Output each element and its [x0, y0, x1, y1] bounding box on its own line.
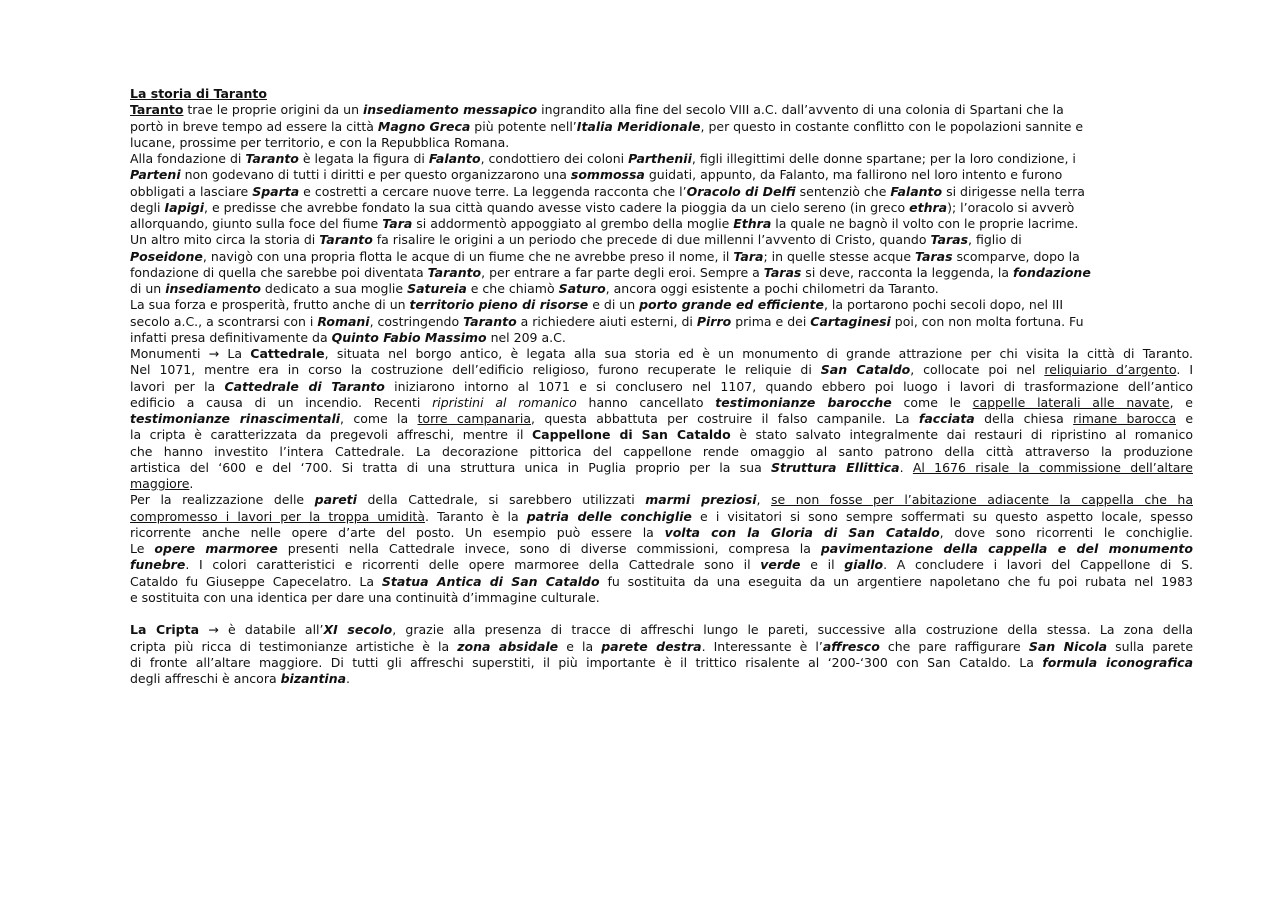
emphasized-text: bizantina: [280, 671, 347, 686]
text-run: . I colori caratteristici e ricorrenti delle opere marmoree della Cattedrale sono il: [185, 557, 761, 573]
emphasized-text: La Cripta: [130, 622, 200, 638]
text-line: [130, 509, 1193, 525]
emphasized-text: Satureia: [407, 281, 467, 296]
text-run: portò in breve tempo ad essere la città: [130, 118, 378, 134]
emphasized-text: Poseidone: [130, 248, 203, 264]
text-run: , situata nel borgo antico, è legata alla sua storia ed è un monumento di grande attrazione per chi visita la città di Taranto.: [324, 346, 1193, 361]
emphasized-text: testimonianze barocche: [715, 394, 892, 410]
text-run: della chiesa: [974, 411, 1074, 426]
text-run: , condottiero dei coloni: [480, 151, 629, 166]
text-line: [130, 460, 1193, 476]
text-run: fu sostituita da una eseguita da un argentiere napoletano che fu poi rubata nel 1983: [599, 573, 1193, 589]
text-run: edificio a causa di un incendio. Recenti: [130, 394, 433, 410]
text-run: , figli illegittimi delle donne spartane; per la loro condizione, i: [691, 151, 1076, 166]
emphasized-text: sommossa: [570, 167, 645, 183]
text-run: , e predisse che avrebbe fondato la sua città quando avesse visto cadere la pioggia da un cielo sereno (in greco: [204, 199, 910, 215]
emphasized-text: Tara: [382, 216, 413, 231]
text-line: [130, 590, 1193, 606]
text-run: sentenziò che: [795, 183, 891, 199]
emphasized-text: facciata: [918, 411, 975, 426]
text-run: che pare raffigurare: [879, 638, 1029, 654]
text-run: , ancora oggi esistente a pochi chilometri da Taranto.: [605, 281, 939, 296]
text-run: guidati, appunto, da Falanto, ma fallirono nel loro intento e furono: [644, 167, 1063, 183]
text-run: . Taranto è la: [424, 508, 527, 524]
text-line: [130, 102, 1193, 118]
text-run: degli: [130, 199, 165, 215]
text-line: [130, 200, 1193, 216]
text-run: La sua forza e prosperità, frutto anche di un: [130, 297, 410, 313]
text-run: come le: [891, 394, 973, 410]
text-run: della Cattedrale, si sarebbero utilizzati: [356, 492, 646, 508]
text-line: [130, 671, 1193, 687]
text-run: , e: [1169, 394, 1193, 410]
emphasized-text: Tara: [733, 248, 764, 264]
emphasized-text: Statua Antica di San Cataldo: [381, 573, 600, 589]
text-run: iniziarono intorno al 1071 e si conclusero nel 1107, quando ebbero poi luogo i lavori di trasformazione dell’antico: [384, 378, 1194, 394]
text-run: , la portarono pochi secoli dopo, nel III: [823, 297, 1064, 313]
text-run: e di un: [588, 297, 640, 313]
text-run: , questa abbattuta per costruire il falso campanile. La: [531, 411, 919, 426]
emphasized-text: Ethra: [733, 216, 772, 231]
emphasized-text: verde: [760, 557, 801, 573]
emphasized-text: porto grande ed efficiente: [639, 297, 824, 313]
emphasized-text: XI secolo: [323, 622, 393, 638]
emphasized-text: Oracolo di Delfi: [686, 183, 796, 199]
emphasized-text: Pirro: [696, 313, 732, 329]
text-run: ); l’oracolo si avverò: [947, 199, 1075, 215]
emphasized-text: insediamento messapico: [362, 102, 538, 118]
text-line: [130, 216, 1193, 232]
text-run: Monumenti → La: [130, 346, 251, 361]
text-run: di fronte all’altare maggiore. Di tutti gli affreschi superstiti, il più importante è il trittico risalente al ‘200-‘300 con San Cataldo. La: [130, 654, 1043, 670]
underlined-text: Al 1676 risale la commissione dell’altare: [912, 459, 1193, 475]
emphasized-text: Taras: [763, 264, 802, 280]
text-run: Nel 1071, mentre era in corso la costruzione dell’edificio religioso, furono recuperate le reliquie di: [130, 362, 821, 378]
text-run: dedicato a sua moglie: [260, 281, 408, 296]
emphasized-text: Romani: [317, 313, 370, 329]
text-run: si dirigesse nella terra: [942, 183, 1085, 199]
text-run: .: [899, 459, 913, 475]
text-run: è legata la figura di: [298, 151, 429, 166]
emphasized-text: zona absidale: [457, 638, 559, 654]
blank-line: [130, 606, 1193, 622]
text-run: → è databile all’: [199, 622, 324, 638]
text-run: fa risalire le origini a un periodo che precede di due millenni l’avvento di Cristo, quando: [372, 232, 931, 248]
text-run: si deve, racconta la leggenda, la: [801, 264, 1013, 280]
text-run: ricorrente anche nelle opere d’arte del posto. Un esempio può essere la: [130, 524, 665, 540]
emphasized-text: Saturo: [558, 281, 606, 296]
text-line: [130, 379, 1193, 395]
text-line: [130, 574, 1193, 590]
text-run: Alla fondazione di: [130, 151, 246, 166]
underlined-text: torre campanaria: [417, 411, 532, 426]
text-line: [130, 232, 1193, 248]
emphasized-text: Falanto: [428, 151, 481, 166]
emphasized-text: insediamento: [165, 281, 261, 296]
underlined-text: La storia di Taranto: [130, 86, 267, 101]
text-run: . A concludere i lavori del Cappellone di S.: [883, 557, 1193, 573]
text-line: [130, 167, 1193, 183]
text-run: secolo a.C., a scontrarsi con i: [130, 313, 318, 329]
text-run: prima e dei: [731, 313, 811, 329]
emphasized-text: Struttura Ellittica: [771, 459, 900, 475]
underlined-text: Taranto: [130, 102, 184, 118]
emphasized-text: Cartaginesi: [810, 313, 891, 329]
text-run: obbligati a lasciare: [130, 183, 253, 199]
text-run: più potente nell’: [470, 118, 577, 134]
emphasized-text: fondazione: [1012, 264, 1091, 280]
text-line: [130, 622, 1193, 638]
emphasized-text: San Cataldo: [820, 362, 911, 378]
emphasized-text: patria delle conchiglie: [526, 508, 692, 524]
text-run: degli affreschi è ancora: [130, 671, 281, 686]
emphasized-text: Taranto: [319, 232, 373, 248]
text-run: trae le proprie origini da un: [183, 102, 363, 118]
text-run: è stato salvato integralmente dai restauri di ripristino al romanico: [730, 427, 1193, 443]
underlined-text: se non fosse per l’abitazione adiacente la cappella che ha: [771, 492, 1194, 508]
text-line: [130, 249, 1193, 265]
text-run: e che chiamò: [466, 281, 559, 296]
emphasized-text: Iapigi: [164, 199, 205, 215]
emphasized-text: ripristini al romanico: [432, 394, 577, 410]
text-run: sulla parete: [1107, 638, 1194, 654]
underlined-text: maggiore: [130, 476, 190, 491]
text-line: [130, 265, 1193, 281]
text-run: e sostituita con una identica per dare una continuità d’immagine culturale.: [130, 589, 600, 605]
text-run: presenti nella Cattedrale invece, sono di diverse commissioni, compresa la: [277, 541, 821, 556]
text-run: e la: [558, 638, 602, 654]
emphasized-text: ethra: [909, 199, 948, 215]
emphasized-text: Sparta: [252, 183, 300, 199]
emphasized-text: formula iconografica: [1042, 654, 1194, 670]
text-line: [130, 314, 1193, 330]
emphasized-text: Parteni: [130, 167, 181, 183]
emphasized-text: Taranto: [463, 313, 517, 329]
text-run: Per la realizzazione delle: [130, 492, 315, 508]
text-run: di un: [130, 281, 166, 296]
emphasized-text: volta con la Gloria di San Cataldo: [664, 524, 940, 540]
text-line: [130, 557, 1193, 573]
emphasized-text: Taras: [915, 248, 953, 264]
emphasized-text: pavimentazione della cappella e del monumento: [820, 541, 1193, 556]
document-title: [130, 86, 1193, 102]
text-run: ; in quelle stesse acque: [763, 248, 916, 264]
emphasized-text: Magno Greca: [377, 118, 471, 134]
text-run: poi, con non molta fortuna. Fu: [890, 313, 1084, 329]
text-line: [130, 492, 1193, 508]
text-run: la cripta è caratterizzata da pregevoli affreschi, mentre il: [130, 427, 532, 443]
text-run: a richiedere aiuti esterni, di: [516, 313, 697, 329]
text-run: ,: [756, 492, 772, 508]
emphasized-text: funebre: [130, 557, 186, 573]
text-line: [130, 135, 1193, 151]
text-run: , costringendo: [369, 313, 464, 329]
text-line: [130, 444, 1193, 460]
document-body: [130, 86, 1193, 687]
text-run: , per entrare a far parte degli eroi. Sempre a: [481, 264, 764, 280]
text-line: [130, 297, 1193, 313]
text-line: [130, 151, 1193, 167]
emphasized-text: Taras: [930, 232, 969, 248]
text-line: [130, 184, 1193, 200]
text-run: cripta più ricca di testimonianze artistiche è la: [130, 638, 458, 654]
text-run: e i visitatori si sono sempre soffermati su questo aspetto locale, spesso: [691, 508, 1194, 524]
text-line: [130, 330, 1193, 346]
text-run: hanno cancellato: [576, 394, 716, 410]
text-run: nel 209 a.C.: [486, 329, 566, 345]
text-run: , navigò con una propria flotta le acque di un fiume che ne avrebbe preso il nome, il: [202, 248, 734, 264]
text-line: [130, 525, 1193, 541]
text-run: , come la: [340, 411, 418, 426]
emphasized-text: Falanto: [890, 183, 943, 199]
text-run: si addormentò appoggiato al grembo della moglie: [412, 216, 734, 231]
text-run: . Interessante è l’: [701, 638, 823, 654]
emphasized-text: affresco: [822, 638, 880, 654]
text-run: , dove sono ricorrenti le conchiglie.: [939, 524, 1193, 540]
text-run: allorquando, giunto sulla foce del fiume: [130, 216, 383, 231]
emphasized-text: Taranto: [245, 151, 299, 166]
text-run: .: [189, 476, 194, 491]
emphasized-text: territorio pieno di risorse: [409, 297, 589, 313]
emphasized-text: Cattedrale: [250, 346, 325, 361]
text-run: e: [1176, 411, 1194, 426]
text-run: Cataldo fu Giuseppe Capecelatro. La: [130, 573, 382, 589]
emphasized-text: Italia Meridionale: [576, 118, 701, 134]
underlined-text: reliquiario d’argento: [1044, 362, 1177, 378]
text-line: [130, 346, 1193, 362]
emphasized-text: Cattedrale di Taranto: [224, 378, 385, 394]
emphasized-text: Taranto: [427, 264, 482, 280]
text-run: , collocate poi nel: [910, 362, 1045, 378]
text-line: [130, 362, 1193, 378]
emphasized-text: Quinto Fabio Massimo: [331, 329, 487, 345]
text-run: e il: [800, 557, 845, 573]
text-run: la quale ne bagnò il volto con le proprie lacrime.: [771, 216, 1079, 231]
text-run: lucane, prossime per territorio, e con la Repubblica Romana.: [130, 134, 510, 150]
text-run: lavori per la: [130, 378, 225, 394]
text-run: ingrandito alla fine del secolo VIII a.C. dall’avvento di una colonia di Spartani che la: [537, 102, 1064, 118]
emphasized-text: pareti: [314, 492, 357, 508]
text-line: [130, 411, 1193, 427]
text-run: Un altro mito circa la storia di: [130, 232, 320, 248]
text-run: infatti presa definitivamente da: [130, 329, 332, 345]
text-run: e costretti a cercare nuove terre. La leggenda racconta che l’: [299, 183, 687, 199]
underlined-text: rimane barocca: [1073, 411, 1176, 426]
text-run: , per questo in costante conflitto con le popolazioni sannite e: [700, 118, 1084, 134]
emphasized-text: parete destra: [601, 638, 702, 654]
text-run: , grazie alla presenza di tracce di affreschi lungo le pareti, successive alla costruzione della stessa. La zona della: [392, 622, 1193, 638]
emphasized-text: marmi preziosi: [645, 492, 757, 508]
emphasized-text: Parthenii: [628, 151, 692, 166]
text-run: fondazione di quella che sarebbe poi diventata: [130, 264, 428, 280]
underlined-text: compromesso i lavori per la troppa umidità: [130, 508, 425, 524]
text-line: [130, 427, 1193, 443]
emphasized-text: opere marmoree: [154, 541, 278, 556]
text-run: scomparve, dopo la: [952, 248, 1080, 264]
text-run: .: [346, 671, 351, 686]
emphasized-text: giallo: [844, 557, 884, 573]
text-line: [130, 541, 1193, 557]
text-run: non godevano di tutti i diritti e per questo organizzarono una: [180, 167, 571, 183]
text-line: [130, 655, 1193, 671]
text-run: , figlio di: [968, 232, 1022, 248]
emphasized-text: San Nicola: [1028, 638, 1108, 654]
emphasized-text: Cappellone di San Cataldo: [532, 427, 731, 443]
text-run: . I: [1176, 362, 1194, 378]
text-line: [130, 119, 1193, 135]
text-line: [130, 476, 1193, 492]
text-line: [130, 395, 1193, 411]
text-run: che hanno investito l’intera Cattedrale. La decorazione pittorica del cappellone rende omaggio al santo patrono della città attraverso la produzione: [130, 443, 1193, 459]
text-run: Le: [130, 541, 155, 556]
underlined-text: cappelle laterali alle navate: [972, 394, 1170, 410]
emphasized-text: testimonianze rinascimentali: [130, 411, 341, 426]
text-run: artistica del ‘600 e del ‘700. Si tratta di una struttura unica in Puglia proprio per la sua: [130, 459, 771, 475]
text-line: [130, 639, 1193, 655]
text-line: [130, 281, 1193, 297]
